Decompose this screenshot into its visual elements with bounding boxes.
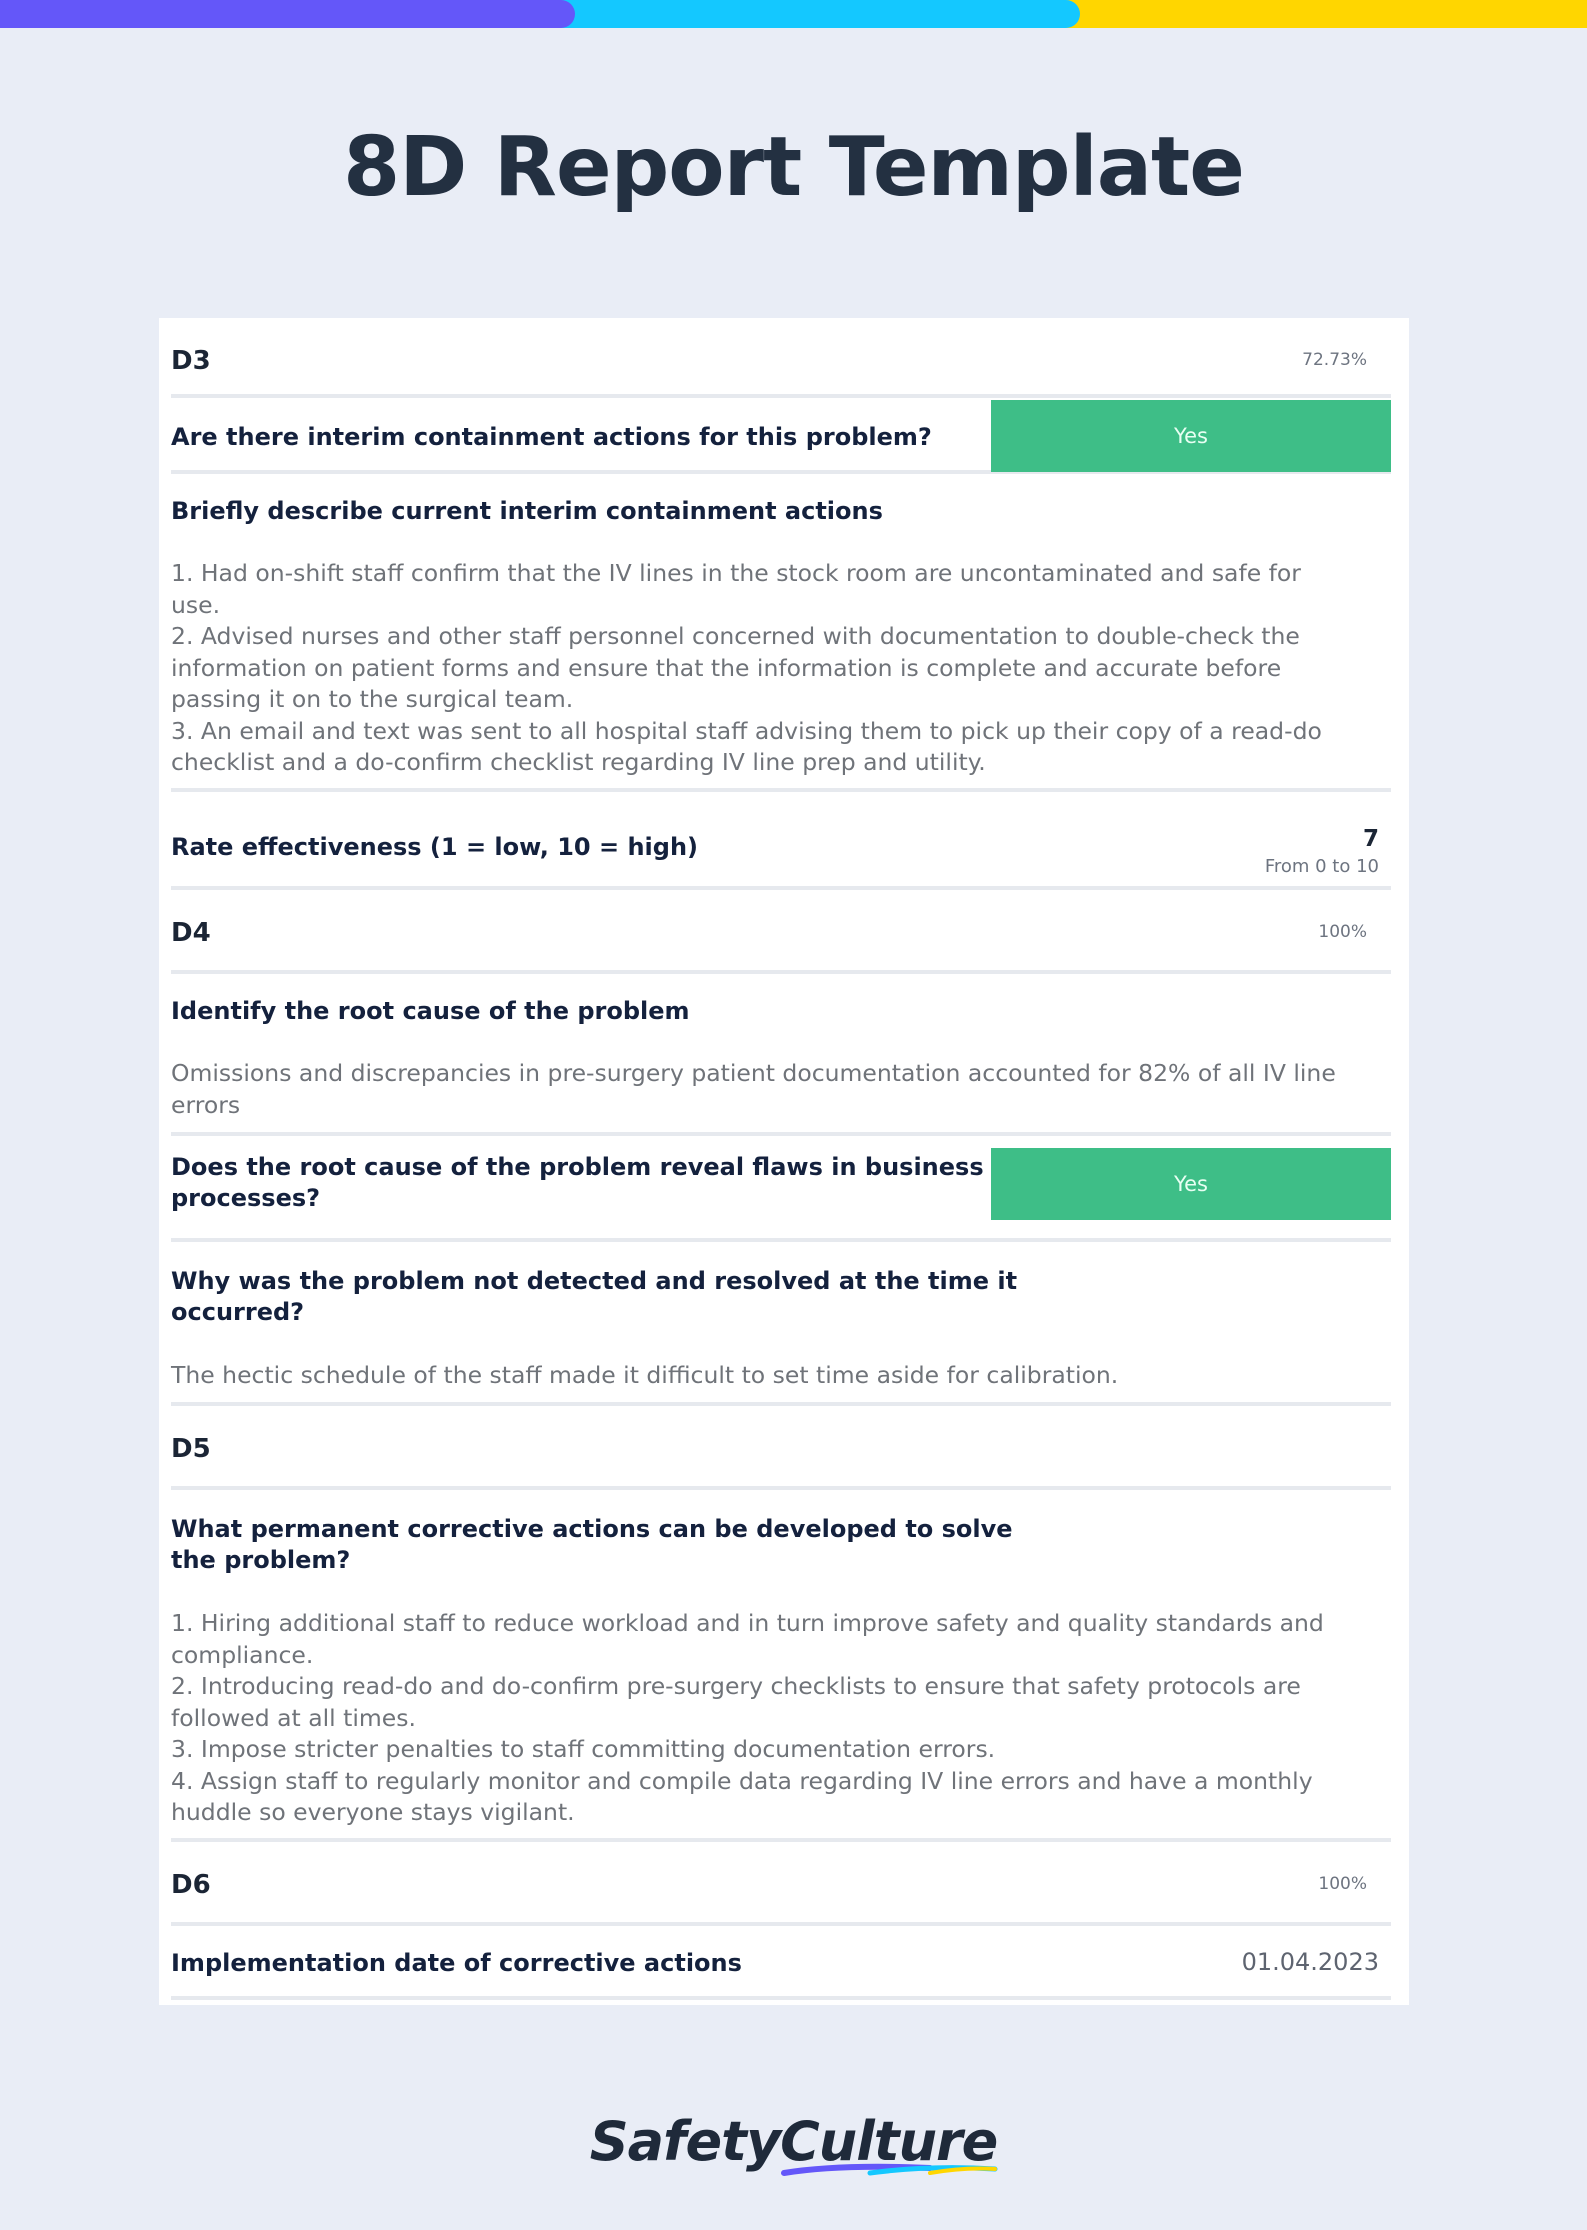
- answer-line: checklist and a do-confirm checklist regarding IV line prep and utility.: [171, 748, 986, 776]
- question-row-why-not-detected: [171, 1242, 1391, 1406]
- question-label: [171, 1266, 1017, 1328]
- page-title: 8D Report Template: [343, 120, 1244, 215]
- section-title: D6: [171, 1870, 211, 1900]
- section-header-d5: [171, 1406, 1391, 1490]
- answer-line: 2. Introducing read-do and do-confirm pre-surgery checklists to ensure that safety protocols are: [171, 1672, 1301, 1700]
- section-score: 100%: [1318, 1874, 1367, 1894]
- brand-color-bar: [0, 0, 1587, 28]
- answer-yes-button[interactable]: Yes: [991, 1148, 1391, 1220]
- question-line: occurred?: [171, 1298, 305, 1326]
- logo-wordmark: SafetyCulture: [590, 2110, 998, 2173]
- answer-line: 1. Hiring additional staff to reduce workload and in turn improve safety and quality standards and: [171, 1609, 1324, 1637]
- logo-swoosh-icon: [780, 2162, 1000, 2178]
- answer-line: 3. Impose stricter penalties to staff committing documentation errors.: [171, 1735, 996, 1763]
- question-row-describe-interim: [171, 474, 1391, 792]
- answer-text: The hectic schedule of the staff made it difficult to set time aside for calibration.: [171, 1361, 1119, 1389]
- section-score: 100%: [1318, 922, 1367, 942]
- answer-text: [171, 1058, 1381, 1121]
- answer-line: 2. Advised nurses and other staff personnel concerned with documentation to double-check the: [171, 622, 1300, 650]
- rating-value[interactable]: 7: [1362, 826, 1379, 852]
- answer-yes-button[interactable]: Yes: [991, 400, 1391, 472]
- answer-line: 3. An email and text was sent to all hospital staff advising them to pick up their copy of a read-do: [171, 716, 1322, 745]
- report-card: [159, 318, 1409, 2005]
- question-row-implementation-date: [171, 1926, 1391, 2000]
- question-label: Implementation date of corrective actions: [171, 1949, 742, 1977]
- question-line: Does the root cause of the problem reveal flaws in business: [171, 1153, 984, 1181]
- section-title: D4: [171, 918, 211, 948]
- section-score: 72.73%: [1302, 350, 1367, 370]
- answer-line: compliance.: [171, 1640, 314, 1669]
- section-header-d3: [171, 318, 1391, 398]
- section-header-d6: [171, 1842, 1391, 1926]
- brand-bar-purple: [0, 0, 575, 28]
- answer-line: use.: [171, 590, 221, 619]
- question-line: the problem?: [171, 1546, 351, 1574]
- question-line: What permanent corrective actions can be developed to solve: [171, 1515, 1013, 1543]
- question-label: [171, 1152, 984, 1214]
- question-row-rate-effectiveness: [171, 792, 1391, 890]
- answer-line: information on patient forms and ensure that the information is complete and accurate before: [171, 653, 1282, 682]
- question-row-root-cause: [171, 974, 1391, 1136]
- answer-line: errors: [171, 1090, 241, 1119]
- question-line: processes?: [171, 1184, 321, 1212]
- rating-range: From 0 to 10: [1264, 856, 1379, 877]
- answer-text: [171, 1608, 1381, 1829]
- brand-bar-cyan: [560, 0, 1080, 28]
- safetyculture-logo: [0, 2110, 1587, 2173]
- brand-bar-yellow: [1065, 0, 1587, 28]
- question-row-interim-actions: [171, 398, 1391, 474]
- section-title: D3: [171, 346, 211, 376]
- question-label: [171, 1514, 1013, 1576]
- question-label: Rate effectiveness (1 = low, 10 = high): [171, 833, 698, 861]
- question-line: Why was the problem not detected and resolved at the time it: [171, 1267, 1018, 1295]
- answer-line: passing it on to the surgical team.: [171, 685, 574, 713]
- answer-line: followed at all times.: [171, 1703, 416, 1732]
- question-label: Briefly describe current interim containment actions: [171, 497, 883, 525]
- question-label: Are there interim containment actions for this problem?: [171, 423, 932, 451]
- section-title: D5: [171, 1434, 211, 1464]
- question-row-corrective-actions: [171, 1490, 1391, 1842]
- answer-line: 1. Had on-shift staff confirm that the IV lines in the stock room are uncontaminated and safe for: [171, 559, 1301, 587]
- date-value[interactable]: 01.04.2023: [1241, 1948, 1379, 1976]
- question-row-business-flaws: [171, 1136, 1391, 1242]
- section-header-d4: [171, 890, 1391, 974]
- answer-line: 4. Assign staff to regularly monitor and compile data regarding IV line errors and have a monthly: [171, 1766, 1313, 1795]
- answer-line: Omissions and discrepancies in pre-surgery patient documentation accounted for 82% of all IV line: [171, 1059, 1336, 1087]
- answer-line: huddle so everyone stays vigilant.: [171, 1798, 575, 1826]
- question-label: Identify the root cause of the problem: [171, 997, 690, 1025]
- answer-text: [171, 558, 1381, 779]
